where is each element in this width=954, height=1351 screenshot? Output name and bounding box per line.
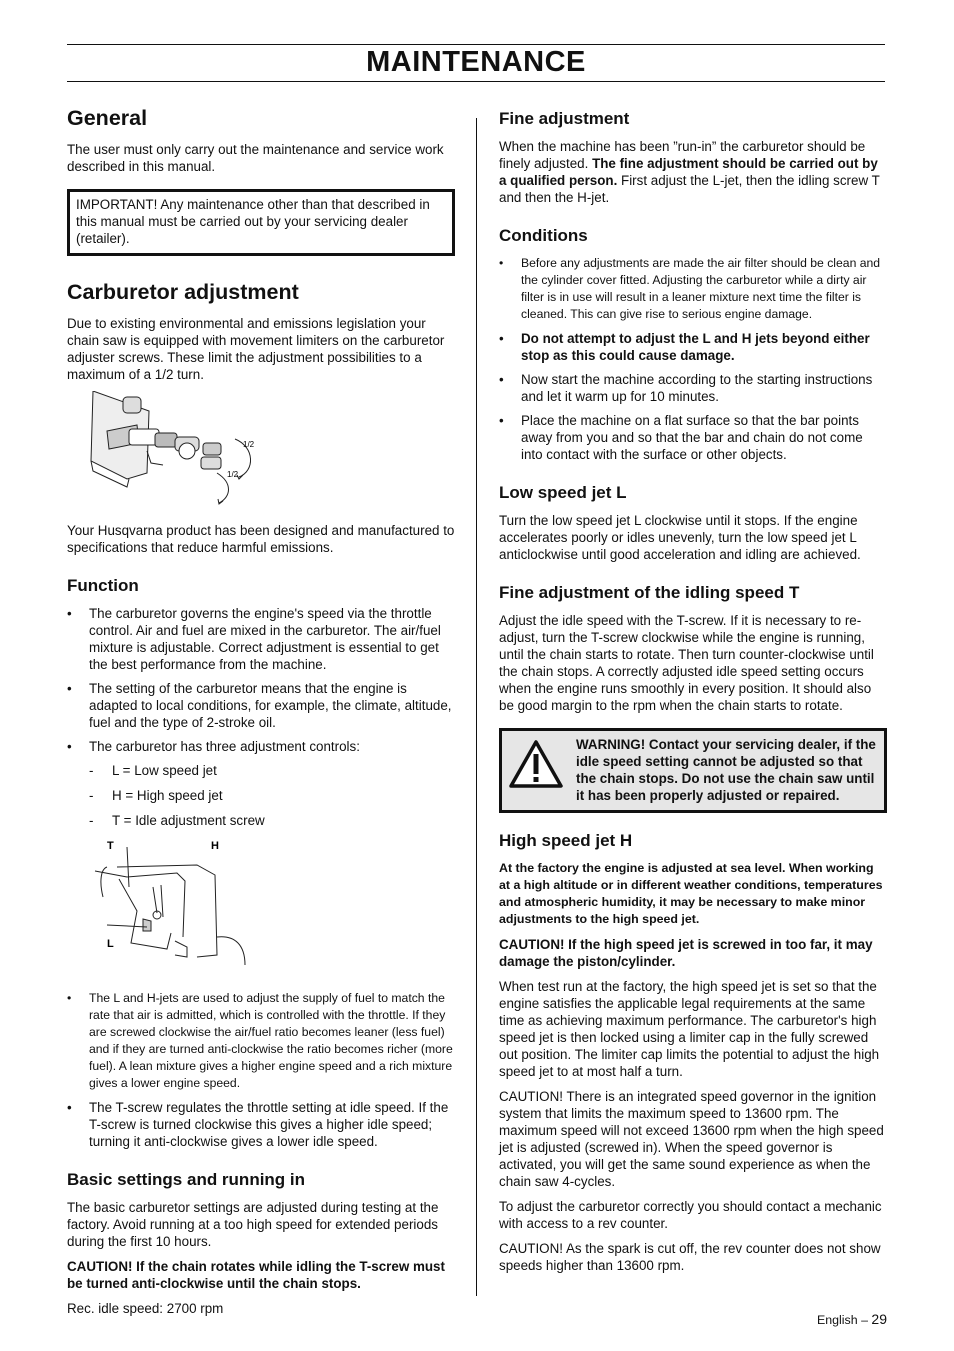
function-bullets xyxy=(67,605,455,755)
fig-label-h: H xyxy=(211,840,219,852)
basic-settings-caution: CAUTION! If the chain rotates while idling the T-screw must be turned anti-clockwise until the chain stops. xyxy=(67,1259,445,1291)
conditions-list xyxy=(499,255,887,463)
list-item: • The carburetor governs the engine's speed via the throttle control. Air and fuel are mixed in the carburetor. The air/fuel mixture is adjustable. Correct adjustment is essential to get the best performance from the machine. xyxy=(67,605,455,673)
right-column xyxy=(499,109,887,1281)
idling-speed-heading: Fine adjustment of the idling speed T xyxy=(499,583,800,602)
fig-label-l: L xyxy=(107,938,114,950)
fine-text-c: First adjust the L-jet, then the idling screw T and then the H-jet. xyxy=(499,173,880,205)
function-bullets-2 xyxy=(67,990,455,1150)
conditions-heading: Conditions xyxy=(499,226,588,245)
important-notice: IMPORTANT! Any maintenance other than that described in this manual must be carried out by your servicing dealer (retailer). xyxy=(67,189,455,256)
list-item: • The T-screw regulates the throttle setting at idle speed. If the T-screw is turned clockwise this gives a higher idle speed; turning it anti-clockwise gives a lower idle speed. xyxy=(67,1099,455,1150)
adjuster-screws-illustration xyxy=(67,837,455,982)
high-speed-p2: CAUTION! There is an integrated speed governor in the ignition system that limits the maximum speed to 13600 rpm. The maximum speed will not exceed 13600 rpm when the high speed jet is adjusted (screwed in). When the speed governor is activated, you will get the same sound experience as when the chain saw 4-cycles. xyxy=(499,1089,884,1189)
list-item: - H = High speed jet xyxy=(89,787,455,804)
general-heading: General xyxy=(67,106,148,130)
list-item: • Now start the machine according to the starting instructions and let it warm up for 10 minutes. xyxy=(499,371,887,405)
warning-text: WARNING! Contact your servicing dealer, if the idle speed setting cannot be adjusted so that the chain stops. Do not use the chain saw until it has been properly adjusted or repaired. xyxy=(576,737,876,803)
carburetor-intro: Due to existing environmental and emissions legislation your chain saw is equipped with movement limiters on the carburetor adjuster screws. These limit the adjustment possibilities to a maximum of a 1/2 turn. xyxy=(67,316,445,382)
list-item: - L = Low speed jet xyxy=(89,762,455,779)
basic-settings-text: The basic carburetor settings are adjusted during testing at the factory. Avoid running at a too high speed for extended periods during the first 10 hours. xyxy=(67,1200,439,1249)
page-number: 29 xyxy=(871,1311,887,1327)
page-footer xyxy=(817,1311,887,1327)
high-speed-p4: CAUTION! As the spark is cut off, the rev counter does not show speeds higher than 13600 rpm. xyxy=(499,1241,881,1273)
carburetor-design-text: Your Husqvarna product has been designed and manufactured to specifications that reduce harmful emissions. xyxy=(67,523,455,555)
header-top-rule xyxy=(67,44,885,45)
fine-adjustment-text xyxy=(499,138,887,206)
left-column xyxy=(67,106,455,1324)
rec-idle-speed: Rec. idle speed: 2700 rpm xyxy=(67,1301,224,1316)
high-speed-p3: To adjust the carburetor correctly you should contact a mechanic with access to a rev counter. xyxy=(499,1199,882,1231)
column-divider xyxy=(476,118,477,1296)
fig-label-half-a: 1/2 xyxy=(243,440,255,449)
basic-settings-heading: Basic settings and running in xyxy=(67,1170,306,1189)
low-speed-jet-text: Turn the low speed jet L clockwise until it stops. If the engine accelerates poorly or idles unevenly, turn the low speed jet L anticlockwise until good acceleration and idling are achieved. xyxy=(499,513,861,562)
fig-label-t: T xyxy=(107,840,114,852)
fig-label-half-b: 1/2 xyxy=(227,470,239,479)
limiter-caps-illustration xyxy=(67,391,455,514)
list-item: • Place the machine on a flat surface so that the bar points away from you and so that the bar and chain do not come into contact with the surface or other objects. xyxy=(499,412,887,463)
footer-language: English xyxy=(817,1313,858,1327)
fine-text-a: When the machine has been ”run-in” the carburetor should be finely adjusted. xyxy=(499,139,866,171)
fine-adjustment-heading: Fine adjustment xyxy=(499,109,630,128)
fine-text-bold: The fine adjustment should be carried out by a qualified person. xyxy=(499,156,878,188)
high-speed-factory-text: At the factory the engine is adjusted at sea level. When working at a high altitude or in different weather conditions, temperatures and atmospheric humidity, it may be necessary to make minor adjustments to the high speed jet. xyxy=(499,861,883,926)
conditions-bold-bullet: Do not attempt to adjust the L and H jets beyond either stop as this could cause damage. xyxy=(521,331,870,363)
controls-list xyxy=(89,762,455,829)
page-title: MAINTENANCE xyxy=(366,46,586,78)
warning-triangle-icon xyxy=(508,739,564,789)
list-item: • The carburetor has three adjustment controls: xyxy=(67,738,455,755)
high-speed-p1: When test run at the factory, the high speed jet is set so that the engine satisfies the applicable legal requirements at the same time as achieving maximum performance. The carburetor's high speed jet is then locked using a limiter cap in the fully screwed out position. The limiter cap limits the potential to adjust the high speed jet to at most half a turn. xyxy=(499,979,880,1079)
idling-speed-text: Adjust the idle speed with the T-screw. If it is necessary to re-adjust, turn the T-screw clockwise while the engine is running, until the chain starts to rotate. Then turn counter-clockwise until the chain stops. A correctly adjusted idle speed setting occurs when the engine runs smoothly in every position. It should also be good margin to the rpm when the chain starts to rotate. xyxy=(499,613,874,713)
general-intro: The user must only carry out the maintenance and service work described in this manual. xyxy=(67,142,444,174)
footer-dash: – xyxy=(857,1313,872,1327)
function-heading: Function xyxy=(67,576,139,595)
list-item: • The setting of the carburetor means that the engine is adapted to local conditions, for example, the climate, altitude, fuel and the type of 2-stroke oil. xyxy=(67,680,455,731)
list-item: - T = Idle adjustment screw xyxy=(89,812,455,829)
list-item xyxy=(499,330,887,364)
high-speed-jet-heading: High speed jet H xyxy=(499,831,633,850)
warning-box xyxy=(499,728,887,813)
high-speed-caution: CAUTION! If the high speed jet is screwed in too far, it may damage the piston/cylinder. xyxy=(499,937,873,969)
header-bottom-rule xyxy=(67,81,885,82)
carburetor-heading: Carburetor adjustment xyxy=(67,280,299,304)
list-item: • Before any adjustments are made the air filter should be clean and the cylinder cover fitted. Adjusting the carburetor while a dirty air filter is in use will result in a leaner mixture next time the filter is cleaned. This can give rise to serious engine damage. xyxy=(499,255,887,323)
list-item: • The L and H-jets are used to adjust the supply of fuel to match the rate that air is admitted, which is controlled with the throttle. If they are screwed clockwise the air/fuel ratio becomes leaner (less fuel) and if they are turned anti-clockwise the ratio becomes richer (more fuel). A lean mixture gives a higher engine speed and a rich mixture gives a lower engine speed. xyxy=(67,990,455,1092)
low-speed-jet-heading: Low speed jet L xyxy=(499,483,627,502)
